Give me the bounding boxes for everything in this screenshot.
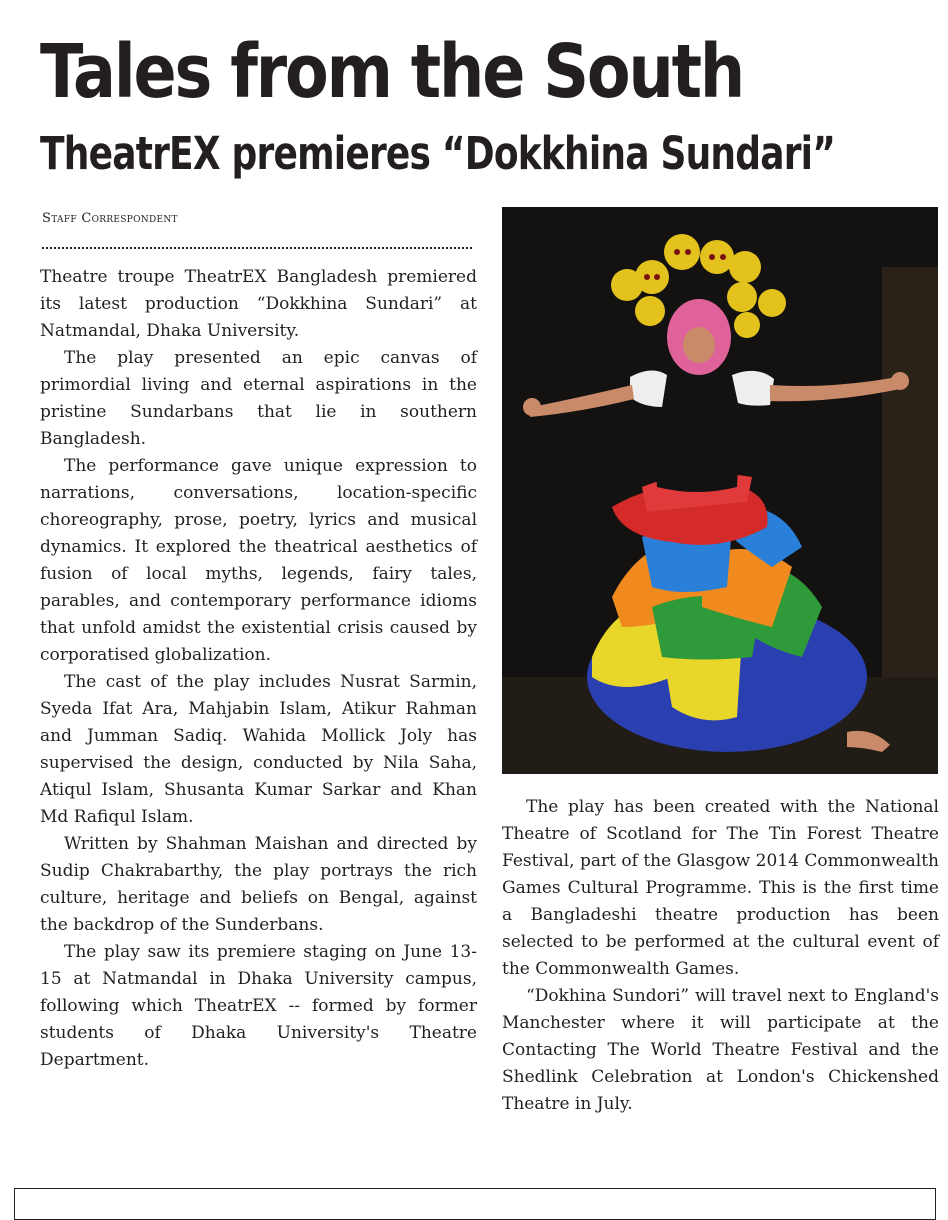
byline-divider <box>42 247 472 249</box>
subhead-play-title: “Dokkhina Sundari” <box>441 127 836 180</box>
headdress-mask-6 <box>727 282 757 312</box>
paragraph-6: The play saw its premiere staging on June 13-15 at Natmandal in Dhaka University campus, following which TheatrEX -- formed by former students of Dhaka University's Theatre Department. <box>40 942 477 1070</box>
mask-face <box>683 327 715 363</box>
byline: Staff Correspondent <box>42 211 178 226</box>
paragraph-5: Written by Shahman Maishan and directed by Sudip Chakrabarthy, the play portrays the rich culture, heritage and beliefs on Bengal, against the backdrop of the Sunderbans. <box>40 834 477 935</box>
left-hand <box>523 398 541 416</box>
next-article-frame <box>14 1188 936 1220</box>
stage-column <box>882 267 938 687</box>
paragraph-4: The cast of the play includes Nusrat Sarmin, Syeda Ifat Ara, Mahjabin Islam, Atikur Rahman and Jumman Sadiq. Wahida Mollick Joly has supervised the design, conducted by Nila Saha, Atiqul Islam, Shusanta Kumar Sarkar and Khan Md Rafiqul Islam. <box>40 672 477 827</box>
headdress-mask-5 <box>611 269 643 301</box>
headdress-mask-8 <box>635 296 665 326</box>
paragraph-1: Theatre troupe TheatrEX Bangladesh premiered its latest production “Dokkhina Sundari” at Natmandal, Dhaka University. <box>40 267 477 341</box>
headdress-mask-1 <box>664 234 700 270</box>
paragraph-7: The play has been created with the National Theatre of Scotland for The Tin Forest Theatre Festival, part of the Glasgow 2014 Commonwealth Games Cultural Programme. This is the first time a Bangladeshi theatre production has been selected to be performed at the cultural event of the Commonwealth Games. <box>502 797 939 979</box>
headdress-mask-2 <box>700 240 734 274</box>
performer-illustration <box>502 207 938 774</box>
paragraph-8: “Dokhina Sundori” will travel next to England's Manchester where it will participate at the Contacting The World Theatre Festival and the Shedlink Celebration at London's Chickenshed Theatre in July. <box>502 986 939 1114</box>
subhead-prefix: TheatrEX premieres <box>40 127 442 180</box>
headdress-mask-7 <box>758 289 786 317</box>
right-sleeve <box>732 371 774 406</box>
headline: Tales from the South <box>40 29 744 115</box>
mask-eye <box>685 249 691 255</box>
mask-eye <box>644 274 650 280</box>
mask-eye <box>654 274 660 280</box>
mask-eye <box>720 254 726 260</box>
paragraph-3: The performance gave unique expression to narrations, conversations, location-specific choreography, prose, poetry, lyrics and musical dynamics. It explored the theatrical aesthetics of fusion of local myths, legends, fairy tales, parables, and contemporary performance idioms that unfold amidst the existential crisis caused by corporatised globalization. <box>40 456 477 665</box>
paragraph-2: The play presented an epic canvas of primordial living and eternal aspirations in the pristine Sundarbans that lie in southern Bangladesh. <box>40 348 477 449</box>
headdress-mask-3 <box>729 251 761 283</box>
performer-photo <box>502 207 938 774</box>
performer-torso <box>652 370 742 493</box>
article-column-right <box>502 794 939 1118</box>
mask-eye <box>674 249 680 255</box>
mask-eye <box>709 254 715 260</box>
article-column-left <box>40 264 477 1074</box>
subheadline <box>40 124 835 184</box>
right-hand <box>891 372 909 390</box>
headdress-mask-9 <box>734 312 760 338</box>
